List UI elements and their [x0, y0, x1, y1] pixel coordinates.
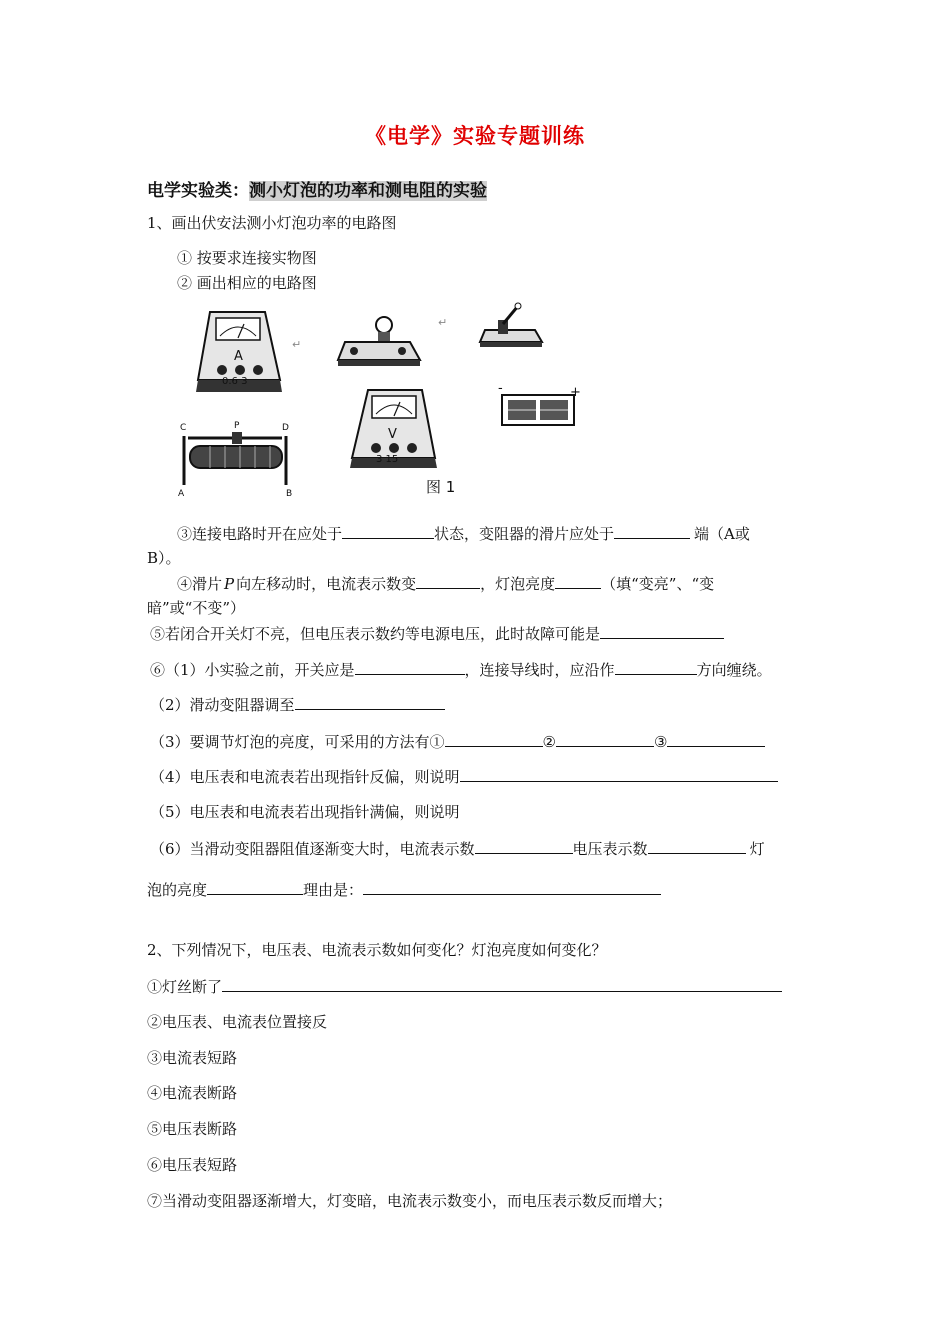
q1-p6-line2: [147, 879, 661, 900]
q1-p3c: ③: [654, 733, 668, 751]
switch-icon: [480, 303, 542, 347]
q2-item-2: ②电压表、电流表位置接反: [147, 1013, 328, 1031]
blank-method-3[interactable]: [667, 731, 765, 747]
ammeter-scale: 0.6 3: [222, 376, 248, 387]
q1-p3b: ②: [542, 733, 556, 751]
q1-s4a: ④滑片: [177, 575, 223, 593]
svg-text:↵: ↵: [292, 338, 302, 351]
q1-s4e: 暗”或“不变”）: [147, 599, 246, 617]
section-highlight: 测小灯泡的功率和测电阻的实验: [249, 181, 487, 201]
q2-item-1: ①灯丝断了: [147, 978, 223, 996]
q1-s3b: 状态，变阻器的滑片应处于: [434, 525, 615, 543]
q1-s4d: （填“变亮”、“变: [601, 575, 715, 593]
q2-item-1-line: [147, 976, 782, 997]
blank-wind-direction[interactable]: [615, 659, 697, 675]
blank-voltmeter-reading[interactable]: [648, 838, 746, 854]
q1-step2: ② 画出相应的电路图: [177, 274, 317, 292]
blank-rheostat-set[interactable]: [295, 694, 445, 710]
blank-method-2[interactable]: [556, 731, 654, 747]
q1-s5: ⑤若闭合开关灯不亮，但电压表示数约等电源电压，此时故障可能是: [150, 625, 601, 643]
blank-reason[interactable]: [363, 879, 661, 895]
q1-s4b: 向左移动时，电流表示数变: [236, 575, 417, 593]
q1-s3a: ③连接电路时开在应处于: [177, 525, 343, 543]
rheostat-label-a: A: [178, 489, 185, 499]
section-prefix: 电学实验类：: [147, 181, 249, 201]
voltmeter-scale: 3 15: [376, 454, 399, 465]
q1-s6b: ，连接导线时，应沿作: [464, 661, 615, 679]
blank-reverse-deflect[interactable]: [460, 766, 778, 782]
rheostat-label-b: B: [286, 489, 293, 499]
bulb-icon: [338, 317, 420, 366]
ammeter-icon: [196, 312, 282, 392]
q2-item-7: ⑦当滑动变阻器逐渐增大，灯变暗，电流表示数变小，而电压表示数反而增大；: [147, 1192, 673, 1210]
blank-brightness[interactable]: [555, 573, 601, 589]
rheostat-label-d: D: [282, 423, 289, 433]
blank-slider-end[interactable]: [614, 523, 690, 539]
q1-s5-line: [150, 623, 724, 644]
blank-fault[interactable]: [600, 623, 724, 639]
q1-p6b: 电压表示数: [572, 840, 648, 858]
q2-item-3: ③电流表短路: [147, 1049, 238, 1067]
q2-item-4: ④电流表断路: [147, 1084, 238, 1102]
q1-p3-line: [150, 731, 765, 752]
q1-p2-line: [150, 694, 445, 715]
figure-caption: 图 1: [426, 478, 456, 496]
rheostat-icon: [178, 421, 292, 499]
q1-p6c: 灯: [749, 840, 765, 858]
blank-ammeter-reading[interactable]: [475, 838, 573, 854]
section-heading: [147, 176, 487, 201]
q2-item-6: ⑥电压表短路: [147, 1156, 238, 1174]
rheostat-label-p: P: [234, 421, 240, 431]
q1-p6e: 理由是：: [303, 881, 364, 899]
q1-p6a: （6）当滑动变阻器阻值逐渐变大时，电流表示数: [150, 840, 475, 858]
q1-s3-line: [177, 523, 750, 544]
q1-s6a: ⑥（1）小实验之前，开关应是: [150, 661, 355, 679]
q2-heading: 2、下列情况下，电压表、电流表示数如何变化？灯泡亮度如何变化？: [147, 941, 607, 959]
q1-s4-line: [177, 573, 714, 594]
blank-filament-broken[interactable]: [222, 976, 782, 992]
blank-bulb-brightness[interactable]: [207, 879, 303, 895]
q1-s4p: P: [224, 575, 235, 593]
ammeter-label: A: [234, 349, 243, 364]
q1-p3a: （3）要调节灯泡的亮度，可采用的方法有①: [150, 733, 445, 751]
q1-step1: ① 按要求连接实物图: [177, 249, 317, 267]
q1-s3d: B）。: [147, 549, 181, 567]
q1-s6c: 方向缠绕。: [696, 661, 772, 679]
q1-heading: 1、画出伏安法测小灯泡功率的电路图: [147, 214, 397, 232]
q1-p4: （4）电压表和电流表若出现指针反偏，则说明: [150, 768, 460, 786]
q1-s4c: ，灯泡亮度: [480, 575, 556, 593]
voltmeter-icon: [350, 390, 437, 468]
blank-method-1[interactable]: [445, 731, 543, 747]
q1-p6d: 泡的亮度: [147, 881, 208, 899]
q1-p6-line: [150, 838, 765, 859]
rheostat-label-c: C: [180, 423, 187, 433]
blank-switch-before[interactable]: [355, 659, 465, 675]
q2-item-5: ⑤电压表断路: [147, 1120, 238, 1138]
blank-switch-state[interactable]: [342, 523, 434, 539]
svg-text:↵: ↵: [438, 316, 448, 329]
q1-p2: （2）滑动变阻器调至: [150, 696, 295, 714]
figure-1: [170, 300, 620, 500]
battery-minus: -: [498, 381, 503, 396]
q1-p4-line: [150, 766, 778, 787]
blank-ammeter-change[interactable]: [416, 573, 480, 589]
voltmeter-label: V: [388, 427, 397, 442]
page-title: 《电学》实验专题训练: [365, 123, 585, 148]
q1-s3c: 端（A或: [694, 525, 750, 543]
q1-p5: （5）电压表和电流表若出现指针满偏，则说明: [150, 803, 460, 821]
q1-s6-line: [150, 659, 772, 680]
battery-icon: [498, 381, 581, 425]
battery-plus: +: [570, 385, 581, 400]
